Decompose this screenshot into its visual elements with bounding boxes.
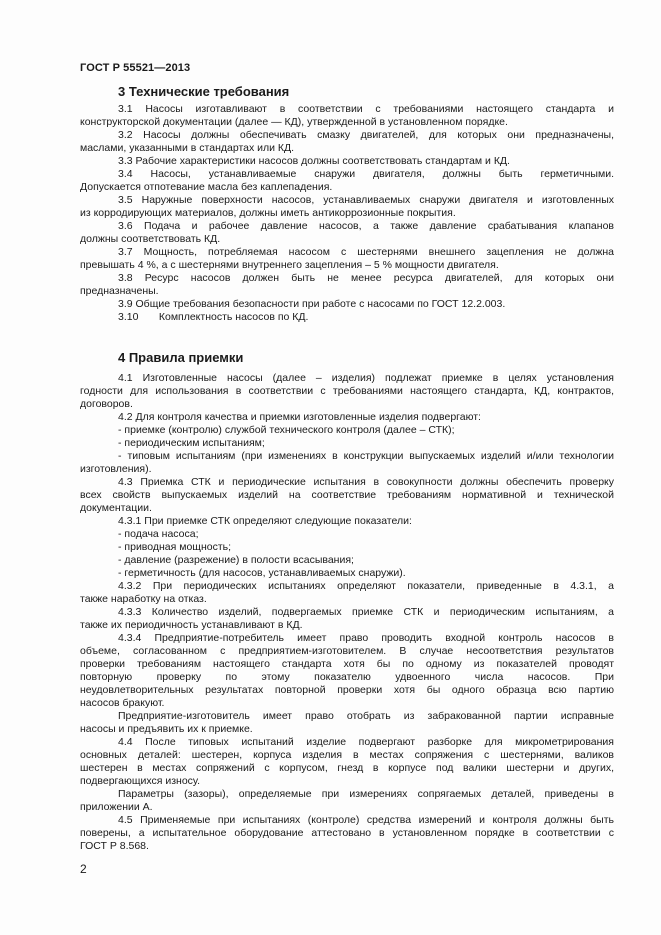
- text-line: превышать 4 %, а с шестернями внутреннего зацепления – 5 % мощности двигателя.: [80, 259, 499, 271]
- text-line: 4.4 После типовых испытаний изделие подвергают разборке для микрометрирования: [118, 736, 614, 748]
- section-3-heading: 3 Технические требования: [118, 84, 290, 99]
- text-line: 3.9 Общие требования безопасности при работе с насосами по ГОСТ 12.2.003.: [118, 298, 506, 310]
- text-line: 3.7 Мощность, потребляемая насосом с шестернями внешнего зацепления не должна: [118, 246, 614, 258]
- document-header: ГОСТ Р 55521—2013: [80, 62, 191, 74]
- text-line: насосов бракуют.: [80, 697, 165, 709]
- text-line: объеме, согласованном с предприятием-изготовителем. В случае несоответствия результатов: [80, 645, 614, 657]
- text-line: 3.3 Рабочие характеристики насосов должны соответствовать стандартам и КД.: [118, 155, 510, 167]
- text-line: основных деталей: шестерен, корпуса изделия в местах сопряжения с шестернями, валиков: [80, 749, 614, 761]
- text-line: - давление (разрежение) в полости всасывания;: [118, 554, 354, 566]
- text-line: 3.1 Насосы изготавливают в соответствии с требованиями настоящего стандарта и: [118, 103, 614, 115]
- text-line: насосы и предъявить их к приемке.: [80, 723, 253, 735]
- text-line: 4.3.4 Предприятие-потребитель имеет право проводить входной контроль насосов в: [118, 632, 614, 644]
- text-line: изготовления).: [80, 463, 152, 475]
- text-line: документации.: [80, 502, 152, 514]
- text-line: 4.3.2 При периодических испытаниях определяют показатели, приведенные в 4.3.1, а: [118, 580, 614, 592]
- text-line: 4.5 Применяемые при испытаниях (контроле) средства измерений и контроля должны быть: [118, 814, 614, 826]
- text-line: также наработку на отказ.: [80, 593, 207, 605]
- text-line: 4.1 Изготовленные насосы (далее – изделия) подлежат приемке в целях установления: [118, 372, 614, 384]
- text-line: из корродирующих материалов, должны иметь антикоррозионные покрытия.: [80, 207, 456, 219]
- text-line: проверки требованиям настоящего стандарта хотя бы по одному из показателей проводят: [80, 658, 614, 670]
- text-line: договоров.: [80, 398, 133, 410]
- text-line: Допускается отпотевание масла без каплепадения.: [80, 181, 333, 193]
- text-line: всех свойств выпускаемых изделий на соответствие требованиям нормативной и технической: [80, 489, 614, 501]
- text-line: 3.5 Наружные поверхности насосов, устанавливаемых снаружи двигателя и изготовленных: [118, 194, 614, 206]
- text-line: 4.3 Приемка СТК и периодические испытания в совокупности должны обеспечить проверку: [118, 476, 614, 488]
- text-line: 3.6 Подача и рабочее давление насосов, а также давление срабатывания клапанов: [118, 220, 614, 232]
- text-line: Предприятие-изготовитель имеет право отобрать из забракованной партии исправные: [118, 710, 614, 722]
- text-line: 3.2 Насосы должны обеспечивать смазку двигателей, для которых они предназначены,: [118, 129, 614, 141]
- text-line: шестерен в местах сопряжений с корпусом, гнезд в корпусе под валики шестерни и других,: [80, 762, 614, 774]
- text-line: маслами, указанными в стандартах или КД.: [80, 142, 295, 154]
- text-line: Параметры (зазоры), определяемые при измерениях сопрягаемых деталей, приведены в: [118, 788, 614, 800]
- text-line: предназначены.: [80, 285, 159, 297]
- text-line: неудовлетворительных результатах повторной проверки хотя бы одного образца всю партию: [80, 684, 614, 696]
- text-line: - типовым испытаниям (при изменениях в конструкции выпускаемых изделий и/или технологии: [118, 450, 614, 462]
- text-line: 4.3.1 При приемке СТК определяют следующие показатели:: [118, 515, 412, 527]
- text-line: - герметичность (для насосов, устанавливаемых снаружи).: [118, 567, 406, 579]
- text-line: - периодическим испытаниям;: [118, 437, 265, 449]
- page-number: 2: [80, 862, 87, 876]
- text-line: 3.8 Ресурс насосов должен быть не менее ресурса двигателей, для которых они: [118, 272, 614, 284]
- text-line: приложении А.: [80, 801, 153, 813]
- text-line: конструкторской документации (далее — КД), утвержденной в установленном порядке.: [80, 116, 508, 128]
- text-line: 3.4 Насосы, устанавливаемые снаружи двигателя, должны быть герметичными.: [118, 168, 614, 180]
- text-line: 4.2 Для контроля качества и приемки изготовленные изделия подвергают:: [118, 411, 481, 423]
- text-line: - подача насоса;: [118, 528, 199, 540]
- text-line: поверены, а испытательное оборудование аттестовано в установленном порядке в соответствии с: [80, 827, 614, 839]
- text-line: 3.10 Комплектность насосов по КД.: [118, 311, 309, 323]
- text-line: также их периодичность устанавливают в КД.: [80, 619, 303, 631]
- text-line: повторную проверку по этому показателю удвоенного числа насосов. При: [80, 671, 614, 683]
- text-line: должны соответствовать КД.: [80, 233, 221, 245]
- text-line: подвергающихся износу.: [80, 775, 201, 787]
- text-line: 4.3.3 Количество изделий, подвергаемых приемке СТК и периодическим испытаниям, а: [118, 606, 614, 618]
- text-line: - приводная мощность;: [118, 541, 232, 553]
- text-line: годности для использования в соответствии с требованиями настоящего стандарта, КД, контрактов,: [80, 385, 614, 397]
- section-4-heading: 4 Правила приемки: [118, 350, 244, 365]
- text-line: - приемке (контролю) службой технического контроля (далее – СТК);: [118, 424, 455, 436]
- text-line: ГОСТ Р 8.568.: [80, 840, 149, 852]
